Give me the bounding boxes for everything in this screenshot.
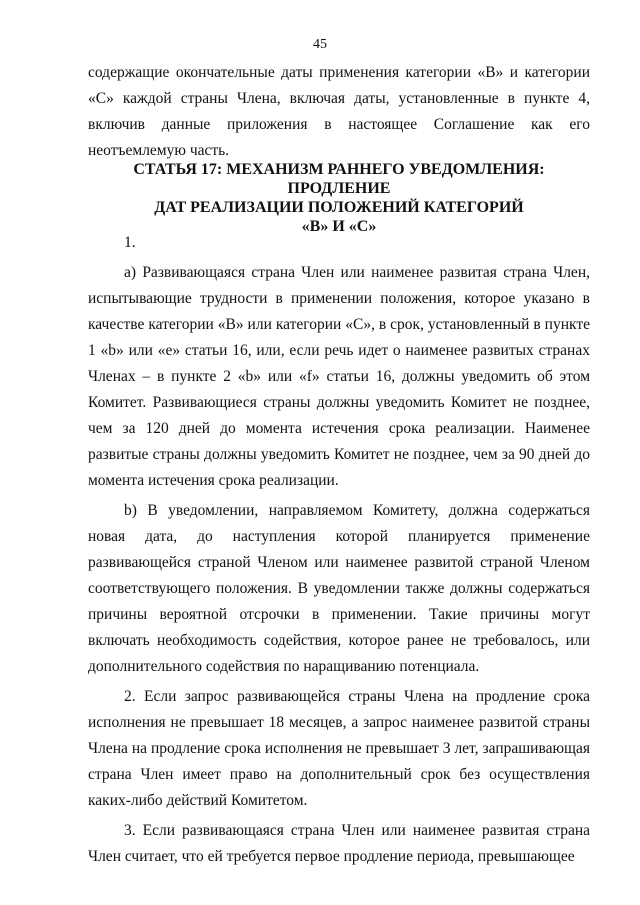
heading-line-2: ДАТ РЕАЛИЗАЦИИ ПОЛОЖЕНИЙ КАТЕГОРИЙ [154,199,524,216]
page-number: 45 [313,37,327,52]
item-2-paragraph: 2. Если запрос развивающейся страны Члена на продление срока исполнения не превышает 18 месяцев, а запрос наименее развитой страны Члена на продление срока исполнения не превышает 3 лет, запрашивающая страна Член имеет право на дополнительный срок без осуществления каких-либо действий Комитетом. [88,688,590,809]
article-heading [88,160,590,236]
heading-line-3: «В» И «С» [301,218,377,235]
lead-in-paragraph [88,60,590,164]
heading-line-1: СТАТЬЯ 17: МЕХАНИЗМ РАННЕГО УВЕДОМЛЕНИЯ: ПРОДЛЕНИЕ [133,161,545,197]
lead-in-text: содержащие окончательные даты применения категории «В» и категории «С» каждой страны Члена, включая даты, установленные в пункте 4, включив данные приложения в настоящее Соглашение как его неотъемлемую часть. [88,64,590,159]
item-1a-paragraph: а) Развивающаяся страна Член или наименее развитая страна Член, испытывающие трудности в применении положения, которое указано в качестве категории «В» или категории «С», в срок, установленный в пункте 1 «b» или «е» статьи 16, или, если речь идет о наименее развитых странах Членах – в пункте 2 «b» или «f» статьи 16, должны уведомить об этом Комитет. Развивающиеся страны должны уведомить Комитет не позднее, чем за 120 дней до момента истечения срока реализации. Наименее развитые страны должны уведомить Комитет не позднее, чем за 90 дней до момента истечения срока реализации. [88,264,590,489]
article-body [88,230,590,870]
item-1-number: 1. [124,234,136,251]
item-1b-paragraph: b) В уведомлении, направляемом Комитету, должна содержаться новая дата, до наступления которой планируется применение развивающейся страной Членом или наименее развитой страной Членом соответствующего положения. В уведомлении также должны содержаться причины вероятной отсрочки в применении. Такие причины могут включать необходимость содействия, которое ранее не требовалось, или дополнительного содействия по наращиванию потенциала. [88,502,590,675]
item-3-paragraph: 3. Если развивающаяся страна Член или наименее развитая страна Член считает, что ей требуется первое продление периода, превышающее [88,822,590,865]
